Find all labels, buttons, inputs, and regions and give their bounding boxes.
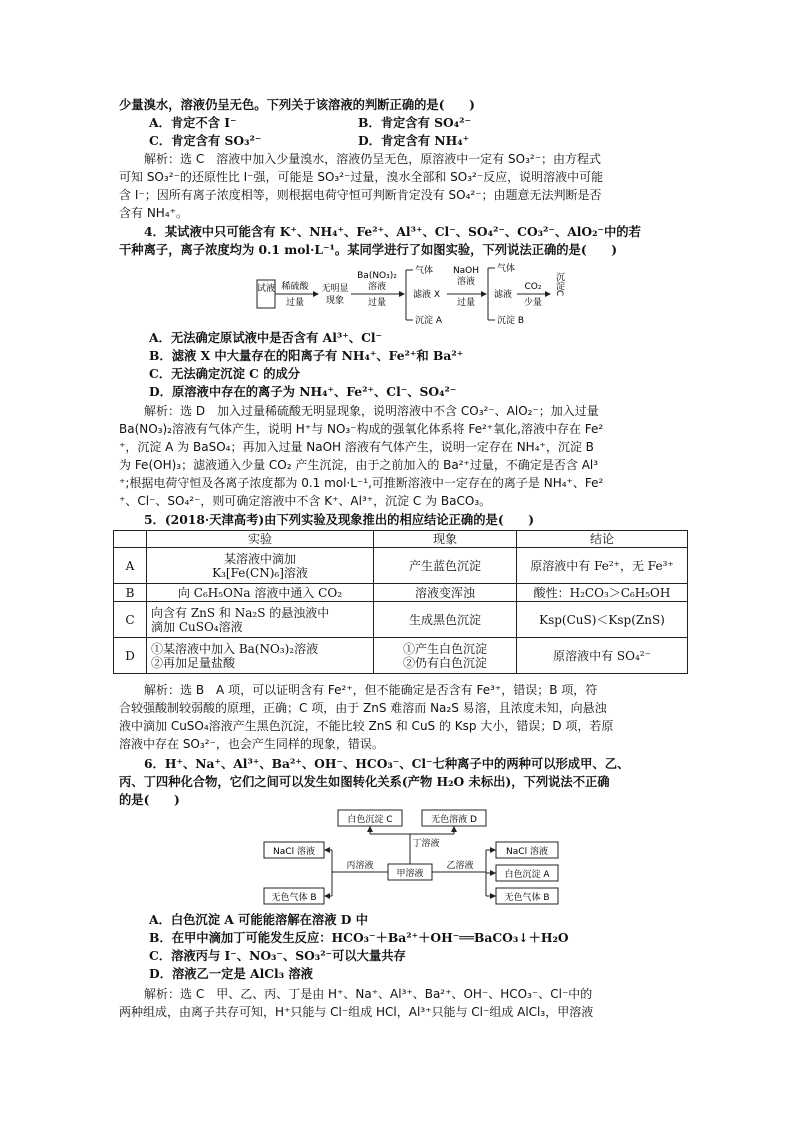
row-key: B — [114, 584, 147, 602]
row-conclusion: 原溶液中有 SO₄²⁻ — [517, 638, 688, 674]
q3-answer-line: 含有 NH₄⁺。 — [119, 206, 188, 220]
flow-reagent-label: 稀硫酸 — [281, 282, 309, 292]
q5-answer-line: 溶液中存在 SO₃²⁻，也会产生同样的现象，错误。 — [119, 737, 384, 751]
q6-stem: 6．H⁺、Na⁺、Al³⁺、Ba²⁺、OH⁻、HCO₃⁻、Cl⁻七种离子中的两种可以形成甲、乙、 — [144, 756, 630, 771]
q3-answer-line: 解析：选 C 溶液中加入少量溴水，溶液仍呈无色，原溶液中一定有 SO₃²⁻；由方程式 — [144, 152, 602, 166]
q6-stem: 丙、丁四种化合物，它们之间可以发生如图转化关系(产物 H₂O 未标出)，下列说法不正确 — [119, 774, 610, 789]
flow-reagent-label: 过量 — [367, 298, 387, 308]
q6-stem: 的是( ) — [119, 792, 180, 807]
q3-option-a: A．肯定不含 I⁻ — [149, 115, 237, 130]
flow-product: 现象 — [325, 296, 345, 306]
table-header: 结论 — [517, 531, 688, 548]
table-row — [114, 584, 688, 602]
table-header: 现象 — [374, 531, 517, 548]
q4-answer-line: ⁺、Cl⁻、SO₄²⁻，则可确定溶液中不含 K⁺、Al³⁺，沉淀 C 为 BaCO₃。 — [119, 494, 492, 508]
colorless-gas-b-right: 无色气体 B — [504, 893, 550, 903]
flow-reagent-label: 少量 — [523, 298, 543, 308]
table-row — [114, 638, 688, 674]
row-experiment: 某溶液中滴加 K₃[Fe(CN)₆]溶液 — [147, 548, 374, 584]
q4-option-d: D．原溶液中存在的离子为 NH₄⁺、Fe²⁺、Cl⁻、SO₄²⁻ — [149, 384, 457, 399]
q6-answer-line: 解析：选 C 甲、乙、丙、丁是由 H⁺、Na⁺、Al³⁺、Ba²⁺、OH⁻、HCO₃⁻、Cl⁻中的 — [144, 987, 593, 1001]
row-conclusion: 酸性：H₂CO₃＞C₆H₅OH — [517, 584, 688, 602]
q6-option-d: D．溶液乙一定是 AlCl₃ 溶液 — [149, 966, 313, 981]
nacl-solution-left: NaCl 溶液 — [273, 847, 315, 857]
flow-reagent-label: Ba(NO₃)₂ — [357, 271, 397, 281]
row-observation: ①产生白色沉淀 ②仍有白色沉淀 — [374, 638, 517, 674]
flow-precipitate-a: 沉淀 A — [415, 316, 443, 326]
row-key: A — [114, 548, 147, 584]
white-precipitate-c: 白色沉淀 C — [347, 815, 393, 825]
flow-precipitate-c: 沉淀C — [554, 271, 564, 297]
jia-solution: 甲溶液 — [396, 869, 424, 879]
flow-reagent-label: 溶液 — [367, 282, 387, 292]
q4-option-b: B．滤液 X 中大量存在的阳离子有 NH₄⁺、Fe²⁺和 Ba²⁺ — [149, 348, 464, 363]
q6-option-c: C．溶液丙与 I⁻、NO₃⁻、SO₃²⁻可以大量共存 — [149, 948, 406, 963]
q4-flow-diagram — [255, 262, 575, 328]
colorless-solution-d: 无色溶液 D — [431, 815, 477, 825]
q4-stem: 干种离子，离子浓度均为 0.1 mol·L⁻¹。某同学进行了如图实验，下列说法正确的是( ) — [119, 242, 618, 257]
row-observation: 生成黑色沉淀 — [374, 602, 517, 638]
flow-filtrate-x: 滤液 X — [413, 290, 441, 300]
q4-option-c: C．无法确定沉淀 C 的成分 — [149, 366, 301, 381]
q6-option-b: B．在甲中滴加丁可能发生反应：HCO₃⁻＋Ba²⁺＋OH⁻══BaCO₃↓＋H₂O — [149, 930, 569, 945]
row-key: C — [114, 602, 147, 638]
q4-option-a: A．无法确定原试液中是否含有 Al³⁺、Cl⁻ — [149, 330, 383, 345]
colorless-gas-b-left: 无色气体 B — [271, 893, 317, 903]
q3-answer-line: 可知 SO₃²⁻的还原性比 I⁻强，可能是 SO₃²⁻过量，溴水全部和 SO₃²⁻反应，说明溶液中可能 — [119, 170, 604, 184]
q3-option-b: B．肯定含有 SO₄²⁻ — [358, 115, 472, 130]
flow-product: 无明显 — [321, 284, 349, 294]
q6-answer-line: 两种组成，由离子共存可知，H⁺只能与 Cl⁻组成 HCl，Al³⁺只能与 Cl⁻组成 AlCl₃，甲溶液 — [119, 1005, 594, 1019]
flow-reagent-label: 过量 — [456, 298, 476, 308]
flow-reagent-label: CO₂ — [524, 282, 542, 292]
q5-answer-line: 液中滴加 CuSO₄溶液产生黑色沉淀，不能比较 ZnS 和 CuS 的 Ksp 大小，错误；D 项，若原 — [119, 719, 614, 733]
q6-conversion-diagram — [260, 806, 570, 908]
q3-answer-line: 含 I⁻；因所有离子浓度相等，则根据电荷守恒可判断肯定没有 SO₄²⁻；由题意无法判断是否 — [119, 188, 602, 202]
q3-option-d: D．肯定含有 NH₄⁺ — [358, 133, 470, 148]
q4-answer-line: ⁺;根据电荷守恒及各离子浓度都为 0.1 mol·L⁻¹,可推断溶液中一定存在的离子是 NH₄⁺、Fe² — [119, 476, 604, 490]
q5-answer-line: 合较强酸制较弱酸的原理，正确；C 项，由于 ZnS 难溶而 Na₂S 易溶，且浓度未知，向悬浊 — [119, 701, 607, 715]
yi-solution-label: 乙溶液 — [446, 861, 474, 871]
flow-reagent-label: 溶液 — [456, 277, 476, 287]
nacl-solution-right: NaCl 溶液 — [506, 847, 548, 857]
table-row — [114, 602, 688, 638]
flow-gas: 气体 — [415, 266, 434, 276]
row-conclusion: Ksp(CuS)＜Ksp(ZnS) — [517, 602, 688, 638]
q4-answer-line: 为 Fe(OH)₃；滤液通入少量 CO₂ 产生沉淀，由于之前加入的 Ba²⁺过量，不确定是否含 Al³ — [119, 458, 599, 472]
row-observation: 溶液变浑浊 — [374, 584, 517, 602]
flow-precipitate-b: 沉淀 B — [497, 316, 525, 326]
q5-answer-line: 解析：选 B A 项，可以证明含有 Fe²⁺，但不能确定是否含有 Fe³⁺，错误；B 项，符 — [144, 683, 598, 697]
table-row — [114, 548, 688, 584]
row-observation: 产生蓝色沉淀 — [374, 548, 517, 584]
flow-reagent-label: NaOH — [452, 266, 480, 276]
ding-solution-label: 丁溶液 — [412, 839, 440, 849]
q4-answer-line: Ba(NO₃)₂溶液有气体产生，说明 H⁺与 NO₃⁻构成的强氧化体系将 Fe²⁺氧化,溶液中存在 Fe² — [119, 422, 604, 436]
table-header-row — [114, 531, 688, 548]
q4-answer-line: 解析：选 D 加入过量稀硫酸无明显现象，说明溶液中不含 CO₃²⁻、AlO₂⁻；加入过量 — [144, 404, 599, 418]
bing-solution-label: 丙溶液 — [346, 861, 374, 871]
q3-stem: 少量溴水，溶液仍呈无色。下列关于该溶液的判断正确的是( ) — [119, 97, 475, 112]
table-header: 实验 — [147, 531, 374, 548]
q3-option-c: C．肯定含有 SO₃²⁻ — [149, 133, 262, 148]
flow-reagent-label: 过量 — [285, 298, 305, 308]
q5-experiment-table — [113, 530, 688, 674]
flow-filtrate: 滤液 — [494, 290, 513, 300]
row-conclusion: 原溶液中有 Fe²⁺，无 Fe³⁺ — [517, 548, 688, 584]
q4-answer-line: ⁺，沉淀 A 为 BaSO₄；再加入过量 NaOH 溶液有气体产生，说明一定存在 NH₄⁺，沉淀 B — [119, 440, 594, 454]
row-key: D — [114, 638, 147, 674]
flow-start: 试液 — [256, 284, 276, 294]
row-experiment: 向含有 ZnS 和 Na₂S 的悬浊液中 滴加 CuSO₄溶液 — [147, 602, 374, 638]
q4-stem: 4．某试液中只可能含有 K⁺、NH₄⁺、Fe²⁺、Al³⁺、Cl⁻、SO₄²⁻、CO₃²⁻、AlO₂⁻中的若 — [144, 224, 641, 239]
q5-stem: 5．(2018·天津高考)由下列实验及现象推出的相应结论正确的是( ) — [144, 512, 535, 527]
white-precipitate-a: 白色沉淀 A — [504, 870, 550, 880]
row-experiment: ①某溶液中加入 Ba(NO₃)₂溶液 ②再加足量盐酸 — [147, 638, 374, 674]
table-header — [114, 531, 147, 548]
flow-gas: 气体 — [497, 264, 516, 274]
q6-option-a: A．白色沉淀 A 可能能溶解在溶液 D 中 — [149, 912, 369, 927]
row-experiment: 向 C₆H₅ONa 溶液中通入 CO₂ — [147, 584, 374, 602]
